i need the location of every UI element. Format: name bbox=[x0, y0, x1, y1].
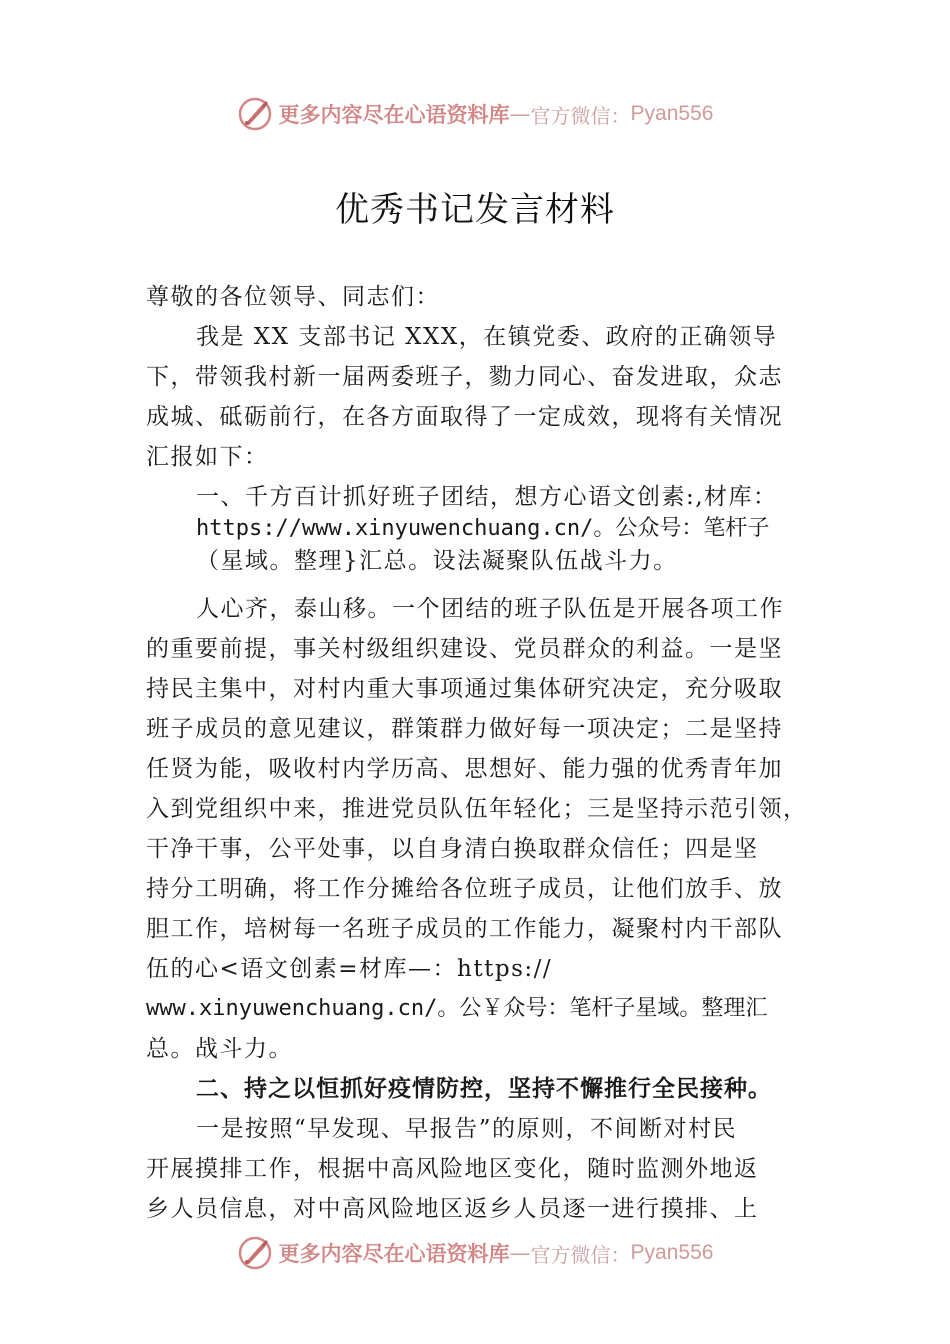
banner-colon: ： bbox=[610, 1242, 631, 1267]
paragraph-line: 持分工明确，将工作分摊给各位班子成员，让他们放手、放 bbox=[146, 876, 783, 902]
banner-colon: ： bbox=[610, 103, 631, 128]
section-heading-1-tail: （星域。整理}汇总。设法凝聚队伍战斗力。 bbox=[196, 548, 678, 574]
section-heading-1: 一、千方百计抓好班子团结，想方心语文创素:,材库： bbox=[196, 484, 778, 510]
paragraph-line: 总。战斗力。 bbox=[146, 1036, 293, 1062]
quill-logo-icon bbox=[237, 1235, 273, 1271]
banner-text: 更多内容尽在心语资料库 bbox=[278, 102, 510, 127]
paragraph-line: 开展摸排工作，根据中高风险地区变化，随时监测外地返 bbox=[146, 1156, 759, 1182]
banner-wechat-id: Pyan556 bbox=[630, 102, 714, 125]
paragraph-line: 伍的心<语文创素=材库—：https:// bbox=[146, 956, 553, 982]
banner-text: 更多内容尽在心语资料库 bbox=[278, 1241, 510, 1266]
paragraph-line: 任贤为能，吸收村内学历高、思想好、能力强的优秀青年加 bbox=[146, 756, 783, 782]
banner-separator: — bbox=[509, 1241, 531, 1265]
banner-official-label: 官方微信 bbox=[530, 1242, 611, 1267]
paragraph-line: 的重要前提，事关村级组织建设、党员群众的利益。一是坚 bbox=[146, 636, 783, 662]
paragraph-line: 乡人员信息，对中高风险地区返乡人员逐一进行摸排、上 bbox=[146, 1196, 759, 1222]
paragraph-line: 入到党组织中来，推进党员队伍年轻化；三是坚持示范引领， bbox=[146, 796, 808, 822]
paragraph-line: 胆工作，培树每一名班子成员的工作能力，凝聚村内干部队 bbox=[146, 916, 783, 942]
paragraph-line: 成城、砥砺前行，在各方面取得了一定成效，现将有关情况 bbox=[146, 404, 783, 430]
section-heading-2: 二、持之以恒抓好疫情防控，坚持不懈推行全民接种。 bbox=[196, 1076, 772, 1102]
paragraph-line: 人心齐，泰山移。一个团结的班子队伍是开展各项工作 bbox=[196, 596, 784, 622]
banner-separator: — bbox=[509, 102, 531, 126]
quill-logo-icon bbox=[237, 96, 273, 132]
paragraph-line: 一是按照“早发现、早报告”的原则，不间断对村民 bbox=[196, 1116, 738, 1142]
paragraph-line: 下，带领我村新一届两委班子，勠力同心、奋发进取，众志 bbox=[146, 364, 783, 390]
banner-official-label: 官方微信 bbox=[530, 103, 611, 128]
paragraph-line: 班子成员的意见建议，群策群力做好每一项决定；二是坚持 bbox=[146, 716, 783, 742]
banner-wechat-id: Pyan556 bbox=[630, 1241, 714, 1264]
paragraph-line: 我是 XX 支部书记 XXX，在镇党委、政府的正确领导 bbox=[196, 324, 778, 350]
document-title: 优秀书记发言材料 bbox=[335, 190, 615, 230]
paragraph-line: 持民主集中，对村内重大事项通过集体研究决定，充分吸取 bbox=[146, 676, 783, 702]
footer-watermark-banner bbox=[0, 1231, 950, 1275]
header-watermark-banner bbox=[0, 92, 950, 136]
salutation: 尊敬的各位领导、同志们： bbox=[146, 284, 440, 310]
document-body bbox=[146, 277, 826, 1229]
paragraph-line: 干净干事，公平处事，以自身清白换取群众信任；四是坚 bbox=[146, 836, 759, 862]
paragraph-line: 汇报如下： bbox=[146, 444, 269, 470]
paragraph-line-url: www.xinyuwenchuang.cn/。公￥众号：笔杆子星域。整理汇 bbox=[146, 996, 768, 1021]
section-heading-1-url: https://www.xinyuwenchuang.cn/。公众号：笔杆子 bbox=[196, 516, 770, 541]
